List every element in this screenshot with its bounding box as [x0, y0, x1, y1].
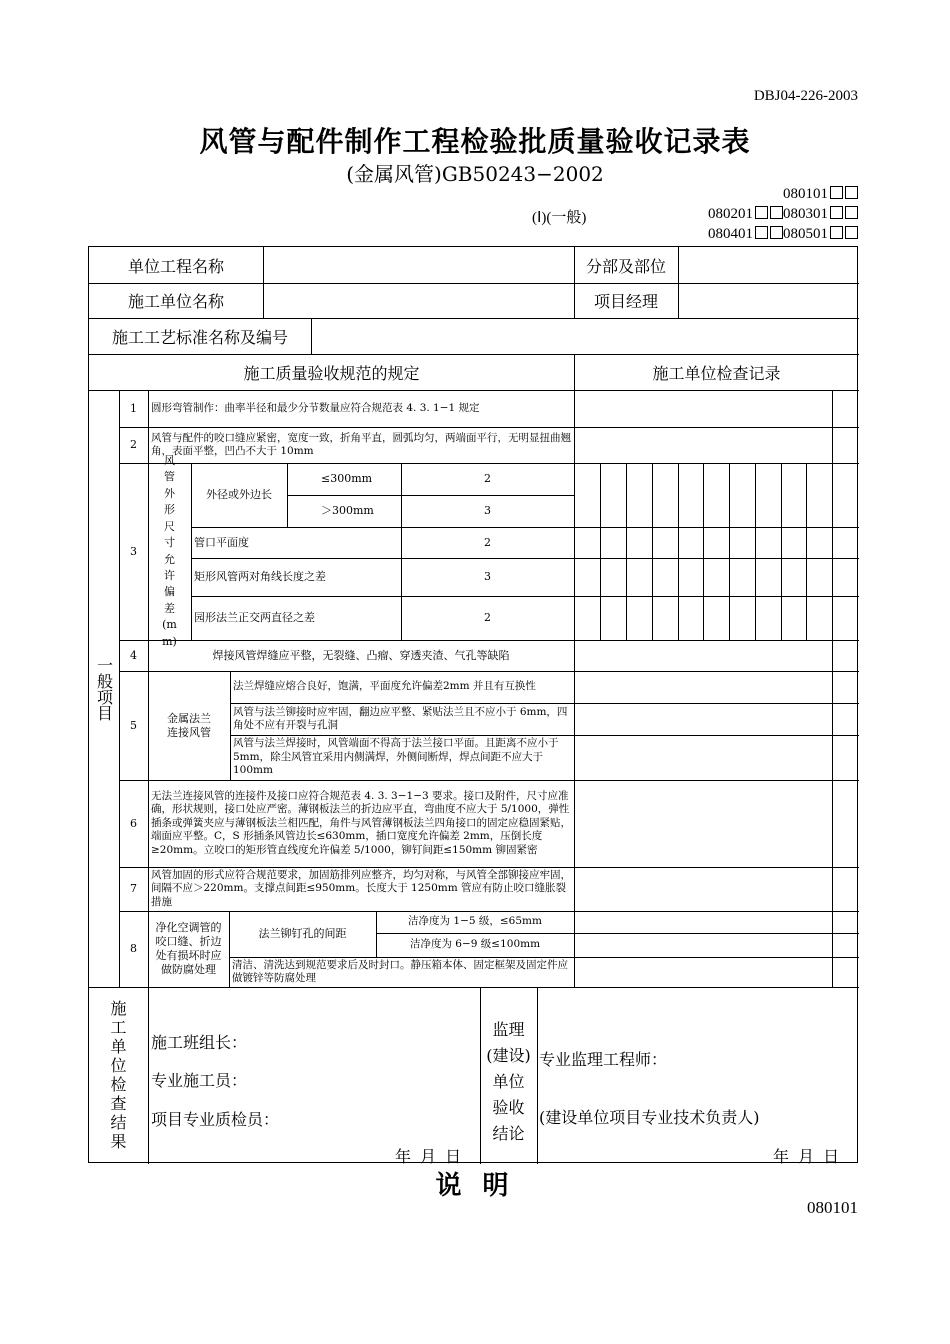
- supervisor-label-4: 验收: [492, 1098, 525, 1117]
- item-no: 8: [130, 942, 137, 955]
- code-080201: 080201: [708, 206, 753, 222]
- gt300-value: 3: [484, 504, 491, 517]
- rivet-spacing-label: 法兰铆钉孔的间距: [258, 927, 347, 940]
- manager-label: 项目经理: [593, 292, 658, 311]
- division-label: 分部及部位: [585, 256, 666, 276]
- checkbox[interactable]: [845, 206, 858, 219]
- item-1-spec: 圆形弯管制作：曲率半径和最少分节数量应符合规范表 4. 3. 1−1 规定: [151, 401, 480, 414]
- supervisor-label-3: 单位: [492, 1072, 525, 1091]
- supervisor-label-1: 监理: [492, 1020, 525, 1039]
- cleanliness-6-9: 洁净度为 6−9 级≤100mm: [409, 938, 541, 951]
- contractor-result-label: 施工单位检查结果: [110, 999, 127, 1151]
- worker-label: 专业施工员：: [151, 1071, 248, 1090]
- team-leader-label: 施工班组长：: [151, 1033, 248, 1052]
- inspector-label: 项目专业质检员：: [151, 1110, 280, 1129]
- item-no: 6: [130, 816, 137, 830]
- item-no: 4: [130, 648, 137, 662]
- checkbox[interactable]: [755, 206, 768, 219]
- flange-diameter-value: 2: [484, 611, 491, 624]
- checkbox[interactable]: [830, 226, 843, 239]
- code-080301: 080301: [783, 206, 828, 222]
- page-subtitle: (金属风管)GB50243−2002: [346, 162, 604, 186]
- checkbox[interactable]: [830, 186, 843, 199]
- item-no: 7: [130, 882, 137, 895]
- date-label: 年 月 日: [395, 1147, 464, 1166]
- item-no: 3: [130, 544, 137, 558]
- manager-field[interactable]: [678, 283, 859, 318]
- standard-code: DBJ04-226-2003: [753, 88, 858, 104]
- checkbox[interactable]: [845, 186, 858, 199]
- item-7-spec: 风管加固的形式应符合规范要求，加固筋排列应整齐，均匀对称，与风管全部铆接应牢固，间隔不应＞220mm。支撑点间距≤950mm。长度大于 1250mm 管应有防止咬口缝胀裂措施: [151, 868, 571, 908]
- explanation-title: 说 明: [435, 1171, 515, 1201]
- item-5-spec-3: 风管与法兰焊接时，风管端面不得高于法兰接口平面。且距离不应小于 5mm，除尘风管宜采用内侧满焊，外侧间断焊，焊点间距不应大于 100mm: [233, 737, 559, 777]
- spec-column-header: 施工质量验收规范的规定: [243, 363, 420, 383]
- inspection-table: [88, 246, 858, 1166]
- page-title: 风管与配件制作工程检验批质量验收记录表: [199, 125, 751, 158]
- gt300-label: ＞300mm: [321, 504, 374, 517]
- contractor-label: 施工单位名称: [127, 292, 224, 311]
- cleanliness-1-5: 洁净度为 1−5 级，≤65mm: [408, 915, 542, 928]
- code-line-3: [708, 226, 858, 243]
- item-5-spec-2: 风管与法兰铆接时应牢固，翻边应平整、紧贴法兰且不应小于 6mm，四角处不应有开裂与孔洞: [233, 705, 568, 731]
- supervising-engineer-label: 专业监理工程师：: [539, 1050, 668, 1069]
- contractor-field[interactable]: [263, 283, 574, 318]
- checkbox[interactable]: [770, 206, 783, 219]
- flatness-label: 管口平面度: [194, 535, 249, 549]
- le300-label: ≤300mm: [321, 472, 373, 485]
- standard-field[interactable]: [311, 318, 859, 354]
- general-items-label: 一般项目: [94, 656, 114, 721]
- checkbox[interactable]: [845, 226, 858, 239]
- supervisor-label-5: 结论: [492, 1124, 525, 1143]
- diagonal-value: 3: [484, 570, 491, 583]
- item-3-group-label: 风管外形尺寸允许偏差(mm): [162, 454, 177, 648]
- code-080501: 080501: [783, 226, 828, 242]
- unit-project-label: 单位工程名称: [127, 256, 224, 276]
- item-8-spec-clean: 清洁、清洗达到规范要求后及时封口。静压箱本体、固定框架及固定件应做镀锌等防腐处理: [232, 958, 568, 984]
- code-line-1: [783, 186, 858, 203]
- item-6-spec: 无法兰连接风管的连接件及接口应符合规范表 4. 3. 3−1−3 要求。接口及附件，尺寸应准确，形状规则，接口处应严密。薄钢板法兰的折边应平直，弯曲度不应大于 5/1000，弹性插条或弹簧夹应与薄钢板法兰相匹配，角件与风管薄钢板法兰四角接口的固定应稳固紧贴，端面应平整。C，S 形插条风管边长≤630mm，插口宽度允许偏差 2mm，压倒长度≥20mm。立咬口的矩形管直线度允许偏差 5/1000，铆钉间距≤150mm 铆固紧密: [151, 789, 571, 856]
- owner-representative-label: (建设单位项目专业技术负责人): [539, 1108, 760, 1127]
- item-4-spec: 焊接风管焊缝应平整，无裂缝、凸瘤、穿透夹渣、气孔等缺陷: [212, 648, 510, 662]
- item-8-group-label: 净化空调管的咬口缝、折边处有损坏时应做防腐处理: [155, 921, 222, 976]
- code-080101: 080101: [783, 186, 828, 202]
- explanation-code: 080101: [807, 1198, 858, 1217]
- division-field[interactable]: [678, 247, 859, 283]
- item-2-spec: 风管与配件的咬口缝应紧密，宽度一致，折角平直，圆弧均匀，两端面平行，无明显扭曲翘角，表面平整，凹凸不大于 10mm: [151, 431, 571, 457]
- item-5-spec-1: 法兰焊缝应熔合良好，饱满，平面度允许偏差2mm 并且有互换性: [233, 680, 536, 693]
- diagonal-label: 矩形风管两对角线长度之差: [194, 570, 326, 583]
- item-no: 2: [130, 438, 137, 451]
- flange-diameter-label: 园形法兰正交两直径之差: [194, 611, 315, 624]
- record-column-header: 施工单位检查记录: [652, 363, 781, 383]
- category-label: (Ⅰ)(一般): [532, 210, 587, 226]
- flatness-value: 2: [484, 535, 491, 549]
- code-080401: 080401: [708, 226, 753, 242]
- checkbox[interactable]: [830, 206, 843, 219]
- le300-value: 2: [484, 472, 491, 485]
- dim-label: 外径或外边长: [206, 488, 272, 501]
- standard-label: 施工工艺标准名称及编号: [111, 327, 288, 347]
- checkbox[interactable]: [755, 226, 768, 239]
- item-5-group-label: 金属法兰连接风管: [167, 711, 211, 739]
- supervisor-label-2: (建设): [486, 1046, 531, 1065]
- checkbox[interactable]: [770, 226, 783, 239]
- unit-project-field[interactable]: [263, 247, 574, 283]
- item-no: 1: [130, 401, 137, 415]
- code-line-2: [708, 206, 858, 223]
- date-label-2: 年 月 日: [773, 1147, 842, 1166]
- item-no: 5: [130, 718, 137, 732]
